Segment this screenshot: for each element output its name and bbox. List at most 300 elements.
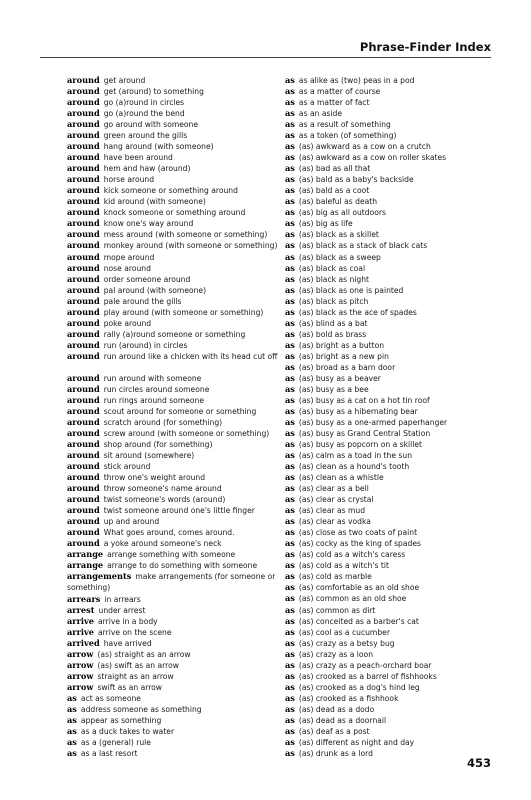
index-entry bbox=[285, 737, 515, 748]
entry-phrase: kick someone or something around bbox=[103, 186, 238, 196]
entry-phrase: (as) awkward as a cow on a crutch bbox=[298, 142, 431, 152]
index-entry bbox=[67, 130, 297, 141]
index-entry bbox=[285, 152, 515, 163]
entry-keyword: around bbox=[67, 130, 100, 141]
entry-phrase: as a matter of fact bbox=[298, 98, 370, 108]
index-entry bbox=[67, 671, 297, 682]
entry-keyword: as bbox=[285, 108, 295, 119]
entry-keyword: as bbox=[285, 571, 295, 582]
index-entry bbox=[285, 660, 515, 671]
entry-keyword: arrive bbox=[67, 615, 95, 626]
index-entry bbox=[285, 649, 515, 660]
entry-keyword: around bbox=[67, 538, 100, 549]
entry-keyword: around bbox=[67, 86, 100, 97]
entry-phrase: scout around for someone or something bbox=[103, 406, 257, 416]
index-entry bbox=[285, 494, 515, 505]
entry-phrase: (as) straight as an arrow bbox=[97, 649, 191, 659]
entry-phrase: as a matter of course bbox=[298, 87, 381, 97]
index-entry bbox=[285, 593, 515, 604]
index-entry bbox=[285, 185, 515, 196]
index-entry bbox=[285, 704, 515, 715]
index-entry bbox=[67, 450, 297, 461]
index-entry bbox=[67, 527, 297, 538]
entry-keyword: as bbox=[285, 450, 295, 461]
entry-keyword: around bbox=[67, 75, 100, 85]
index-entry bbox=[67, 693, 297, 704]
index-entry bbox=[67, 174, 297, 185]
entry-phrase: run circles around someone bbox=[103, 384, 210, 394]
entry-keyword: as bbox=[285, 615, 295, 626]
index-entry bbox=[285, 252, 515, 263]
entry-phrase: throw one's weight around bbox=[103, 473, 206, 483]
entry-phrase: get around bbox=[103, 76, 146, 85]
entry-phrase: monkey around (with someone or something) bbox=[103, 241, 278, 251]
index-entry bbox=[67, 516, 297, 527]
index-entry bbox=[67, 538, 297, 549]
index-entry bbox=[285, 373, 515, 384]
index-entry bbox=[67, 86, 297, 97]
entry-phrase: have arrived bbox=[103, 638, 152, 648]
entry-phrase: (as) black as a stack of black cats bbox=[298, 241, 428, 251]
index-entry bbox=[67, 638, 297, 649]
entry-phrase: (as) crazy as a peach-orchard boar bbox=[298, 660, 432, 670]
entry-phrase: stick around bbox=[103, 462, 151, 472]
entry-keyword: around bbox=[67, 439, 100, 450]
entry-phrase: (as) black as a skillet bbox=[298, 230, 379, 240]
entry-keyword: around bbox=[67, 240, 100, 251]
index-entry bbox=[285, 439, 515, 450]
entry-phrase: in arrears bbox=[104, 594, 141, 604]
entry-keyword: as bbox=[285, 163, 295, 174]
entry-phrase: up and around bbox=[103, 517, 160, 527]
entry-phrase: go (a)round the bend bbox=[103, 109, 185, 119]
index-entry bbox=[285, 130, 515, 141]
index-entry bbox=[285, 196, 515, 207]
entry-phrase: appear as something bbox=[80, 715, 162, 725]
entry-phrase: (as) crazy as a betsy bug bbox=[298, 638, 395, 648]
entry-keyword: as bbox=[285, 527, 295, 538]
entry-keyword: around bbox=[67, 350, 100, 361]
entry-phrase: (as) busy as a bee bbox=[298, 384, 369, 394]
index-entry bbox=[67, 549, 297, 560]
index-entry bbox=[67, 229, 297, 240]
entry-keyword: around bbox=[67, 163, 100, 174]
index-entry bbox=[67, 119, 297, 130]
entry-keyword: around bbox=[67, 472, 100, 483]
index-entry bbox=[67, 97, 297, 108]
entry-phrase: (as) black as one is painted bbox=[298, 285, 404, 295]
entry-keyword: as bbox=[285, 538, 295, 549]
index-entry bbox=[67, 296, 297, 307]
entry-keyword: as bbox=[67, 714, 77, 725]
index-entry bbox=[285, 571, 515, 582]
index-entry bbox=[285, 527, 515, 538]
entry-phrase: as alike as (two) peas in a pod bbox=[298, 76, 415, 85]
entry-keyword: around bbox=[67, 108, 100, 119]
entry-phrase: (as) different as night and day bbox=[298, 737, 415, 747]
entry-phrase: (as) bald as a baby's backside bbox=[298, 175, 414, 185]
entry-keyword: around bbox=[67, 494, 100, 505]
entry-phrase: act as someone bbox=[80, 693, 141, 703]
entry-phrase: mope around bbox=[103, 252, 155, 262]
entry-phrase: (as) crooked as a fishhook bbox=[298, 693, 399, 703]
entry-keyword: as bbox=[285, 626, 295, 637]
index-entry bbox=[285, 693, 515, 704]
entry-keyword: as bbox=[285, 648, 295, 659]
entry-phrase: run (around) in circles bbox=[103, 340, 188, 350]
index-entry bbox=[285, 263, 515, 274]
entry-keyword: as bbox=[285, 350, 295, 361]
entry-phrase: arrive on the scene bbox=[98, 627, 172, 637]
index-entry bbox=[67, 395, 297, 406]
entry-keyword: as bbox=[285, 505, 295, 516]
entry-phrase: (as) common as dirt bbox=[298, 605, 376, 615]
index-entry bbox=[285, 538, 515, 549]
index-entry bbox=[67, 152, 297, 163]
index-entry bbox=[285, 285, 515, 296]
entry-phrase: as a duck takes to water bbox=[80, 726, 175, 736]
index-entry bbox=[285, 274, 515, 285]
entry-keyword: around bbox=[67, 461, 100, 472]
index-entry bbox=[285, 240, 515, 251]
entry-keyword: as bbox=[67, 703, 77, 714]
index-entry bbox=[67, 649, 297, 660]
entry-keyword: as bbox=[285, 659, 295, 670]
index-entry bbox=[67, 108, 297, 119]
entry-keyword: around bbox=[67, 218, 100, 229]
index-entry bbox=[67, 141, 297, 152]
entry-phrase: (as) dead as a dodo bbox=[298, 704, 375, 714]
entry-phrase: (as) bold as brass bbox=[298, 329, 367, 339]
entry-phrase: hang around (with someone) bbox=[103, 142, 214, 152]
index-entry bbox=[67, 560, 297, 571]
index-entry bbox=[67, 472, 297, 483]
entry-keyword: as bbox=[285, 295, 295, 306]
entry-keyword: around bbox=[67, 152, 100, 163]
entry-phrase: (as) common as an old shoe bbox=[298, 594, 407, 604]
entry-keyword: arrow bbox=[67, 670, 94, 681]
index-entry bbox=[67, 218, 297, 229]
index-entry bbox=[285, 627, 515, 638]
entry-phrase: (as) cold as a witch's tit bbox=[298, 561, 389, 571]
index-column-right bbox=[285, 75, 515, 759]
entry-phrase: order someone around bbox=[103, 274, 191, 284]
entry-phrase: (as) drunk as a lord bbox=[298, 748, 373, 758]
entry-phrase: run around like a chicken with its head cut off bbox=[103, 351, 278, 361]
entry-phrase: poke around bbox=[103, 318, 152, 328]
entry-keyword: as bbox=[285, 405, 295, 416]
entry-keyword: around bbox=[67, 273, 100, 284]
index-entry bbox=[285, 340, 515, 351]
index-entry bbox=[285, 351, 515, 362]
entry-keyword: around bbox=[67, 196, 100, 207]
entry-keyword: as bbox=[285, 273, 295, 284]
entry-phrase: (as) baleful as death bbox=[298, 197, 378, 207]
index-entry bbox=[67, 660, 297, 671]
entry-keyword: around bbox=[67, 317, 100, 328]
entry-keyword: as bbox=[285, 185, 295, 196]
entry-phrase: (as) clear as crystal bbox=[298, 495, 374, 505]
index-entry bbox=[285, 218, 515, 229]
index-entry bbox=[67, 240, 297, 251]
entry-keyword: around bbox=[67, 262, 100, 273]
entry-phrase: (as) deaf as a post bbox=[298, 726, 370, 736]
entry-phrase: (as) calm as a toad in the sun bbox=[298, 451, 413, 461]
entry-keyword: arrange bbox=[67, 560, 104, 571]
entry-phrase: (as) big as all outdoors bbox=[298, 208, 386, 218]
entry-phrase: shop around (for something) bbox=[103, 440, 213, 450]
entry-keyword: as bbox=[285, 361, 295, 372]
entry-keyword: around bbox=[67, 339, 100, 350]
entry-keyword: arrangements bbox=[67, 571, 132, 582]
entry-keyword: as bbox=[67, 725, 77, 736]
entry-phrase: have been around bbox=[103, 153, 173, 163]
index-entry bbox=[285, 395, 515, 406]
index-entry bbox=[67, 737, 297, 748]
entry-keyword: as bbox=[285, 97, 295, 108]
index-entry bbox=[285, 428, 515, 439]
index-entry bbox=[285, 86, 515, 97]
entry-phrase: go (a)round in circles bbox=[103, 98, 185, 108]
index-entry bbox=[285, 671, 515, 682]
index-entry bbox=[285, 549, 515, 560]
entry-keyword: as bbox=[285, 416, 295, 427]
entry-keyword: as bbox=[285, 328, 295, 339]
entry-keyword: around bbox=[67, 295, 100, 306]
index-entry bbox=[285, 726, 515, 737]
entry-phrase: twist someone around one's little finger bbox=[103, 506, 255, 516]
entry-phrase: (as) cocky as the king of spades bbox=[298, 539, 421, 549]
entry-keyword: as bbox=[285, 262, 295, 273]
entry-phrase: run around with someone bbox=[103, 373, 202, 383]
entry-phrase: (as) swift as an arrow bbox=[97, 660, 179, 670]
entry-phrase: arrive in a body bbox=[98, 616, 158, 626]
entry-keyword: arrow bbox=[67, 681, 94, 692]
entry-phrase: (as) big as life bbox=[298, 219, 353, 229]
index-entry bbox=[67, 748, 297, 759]
entry-keyword: around bbox=[67, 383, 100, 394]
entry-keyword: as bbox=[285, 714, 295, 725]
entry-keyword: as bbox=[285, 306, 295, 317]
index-entry bbox=[285, 582, 515, 593]
entry-keyword: around bbox=[67, 450, 100, 461]
entry-keyword: as bbox=[285, 736, 295, 747]
entry-keyword: as bbox=[285, 439, 295, 450]
index-entry bbox=[67, 274, 297, 285]
entry-phrase: go around with someone bbox=[103, 120, 199, 130]
entry-keyword: arrow bbox=[67, 659, 94, 670]
entry-phrase: know one's way around bbox=[103, 219, 194, 229]
entry-keyword: as bbox=[67, 736, 77, 747]
index-entry bbox=[67, 373, 297, 384]
entry-keyword: as bbox=[285, 394, 295, 405]
entry-keyword: as bbox=[285, 174, 295, 185]
entry-phrase: straight as an arrow bbox=[97, 671, 174, 681]
entry-keyword: as bbox=[285, 681, 295, 692]
entry-keyword: around bbox=[67, 527, 100, 538]
entry-keyword: around bbox=[67, 141, 100, 152]
entry-keyword: as bbox=[285, 240, 295, 251]
entry-phrase: hem and haw (around) bbox=[103, 164, 191, 174]
entry-phrase: (as) black as the ace of spades bbox=[298, 307, 417, 317]
index-entry bbox=[285, 605, 515, 616]
index-entry bbox=[67, 627, 297, 638]
entry-keyword: arrears bbox=[67, 593, 101, 604]
entry-phrase: (as) conceited as a barber's cat bbox=[298, 616, 419, 626]
entry-phrase: as a token (of something) bbox=[298, 131, 397, 141]
index-entry bbox=[285, 450, 515, 461]
index-entry bbox=[67, 682, 297, 693]
entry-keyword: as bbox=[285, 383, 295, 394]
entry-keyword: around bbox=[67, 505, 100, 516]
entry-keyword: around bbox=[67, 284, 100, 295]
index-entry bbox=[285, 229, 515, 240]
entry-phrase: (as) crazy as a loon bbox=[298, 649, 374, 659]
entry-phrase: (as) cold as a witch's caress bbox=[298, 550, 406, 560]
entry-phrase: (as) black as night bbox=[298, 274, 369, 284]
entry-phrase: (as) blind as a bat bbox=[298, 318, 368, 328]
entry-keyword: as bbox=[285, 747, 295, 758]
entry-keyword: as bbox=[285, 339, 295, 350]
entry-keyword: around bbox=[67, 119, 100, 130]
index-entry bbox=[285, 207, 515, 218]
entry-keyword: around bbox=[67, 207, 100, 218]
entry-keyword: as bbox=[285, 604, 295, 615]
index-entry bbox=[67, 483, 297, 494]
entry-keyword: arrive bbox=[67, 626, 95, 637]
entry-keyword: as bbox=[285, 229, 295, 240]
index-entry bbox=[67, 263, 297, 274]
entry-phrase: (as) bald as a coot bbox=[298, 186, 370, 196]
index-entry bbox=[285, 307, 515, 318]
entry-keyword: as bbox=[285, 637, 295, 648]
entry-keyword: as bbox=[285, 86, 295, 97]
entry-keyword: as bbox=[285, 428, 295, 438]
index-entry bbox=[285, 483, 515, 494]
entry-keyword: as bbox=[285, 207, 295, 218]
entry-phrase: (as) bad as all that bbox=[298, 164, 371, 174]
entry-keyword: as bbox=[285, 119, 295, 130]
index-entry bbox=[285, 560, 515, 571]
entry-keyword: around bbox=[67, 328, 100, 339]
entry-keyword: as bbox=[285, 670, 295, 681]
entry-phrase: green around the gills bbox=[103, 131, 188, 141]
entry-phrase: a yoke around someone's neck bbox=[103, 539, 222, 549]
entry-keyword: around bbox=[67, 405, 100, 416]
entry-keyword: as bbox=[285, 251, 295, 262]
entry-phrase: (as) busy as a cat on a hot tin roof bbox=[298, 395, 430, 405]
index-entry bbox=[67, 715, 297, 726]
entry-keyword: as bbox=[285, 725, 295, 736]
entry-phrase: as a result of something bbox=[298, 120, 391, 130]
entry-keyword: as bbox=[285, 218, 295, 229]
entry-phrase: (as) clear as vodka bbox=[298, 517, 371, 527]
entry-phrase: (as) clear as a bell bbox=[298, 484, 369, 494]
entry-phrase: scratch around (for something) bbox=[103, 417, 223, 427]
entry-phrase: make arrangements (for someone or something) bbox=[67, 572, 276, 593]
page-number: 453 bbox=[466, 756, 491, 770]
entry-phrase: (as) crooked as a dog's hind leg bbox=[298, 682, 420, 692]
entry-keyword: as bbox=[285, 461, 295, 472]
entry-phrase: get (around) to something bbox=[103, 87, 204, 97]
entry-phrase: (as) cold as marble bbox=[298, 572, 372, 582]
index-entry bbox=[285, 461, 515, 472]
entry-phrase: play around (with someone or something) bbox=[103, 307, 264, 317]
index-entry bbox=[67, 704, 297, 715]
entry-keyword: around bbox=[67, 416, 100, 427]
entry-keyword: as bbox=[285, 560, 295, 571]
index-entry bbox=[285, 362, 515, 373]
entry-phrase: (as) busy as a one-armed paperhanger bbox=[298, 417, 448, 427]
index-entry bbox=[67, 616, 297, 627]
index-entry bbox=[67, 307, 297, 318]
entry-phrase: (as) busy as Grand Central Station bbox=[298, 429, 431, 438]
entry-keyword: as bbox=[285, 582, 295, 593]
entry-keyword: around bbox=[67, 251, 100, 262]
entry-keyword: arrived bbox=[67, 637, 100, 648]
entry-phrase: mess around (with someone or something) bbox=[103, 230, 268, 240]
index-entry bbox=[285, 329, 515, 340]
entry-keyword: as bbox=[285, 516, 295, 527]
entry-phrase: What goes around, comes around. bbox=[103, 528, 235, 538]
index-entry bbox=[285, 174, 515, 185]
entry-keyword: as bbox=[285, 317, 295, 328]
index-entry bbox=[285, 682, 515, 693]
entry-keyword: around bbox=[67, 372, 100, 383]
index-entry bbox=[67, 428, 297, 439]
entry-phrase: (as) clear as mud bbox=[298, 506, 366, 516]
entry-phrase: (as) bright as a button bbox=[298, 340, 385, 350]
index-entry bbox=[285, 638, 515, 649]
index-entry bbox=[67, 417, 297, 428]
running-header-title: Phrase-Finder Index bbox=[359, 40, 491, 54]
entry-phrase: (as) crooked as a barrel of fishhooks bbox=[298, 671, 437, 681]
entry-phrase: as a (general) rule bbox=[80, 737, 151, 747]
entry-keyword: around bbox=[67, 516, 100, 527]
entry-phrase: (as) close as two coats of paint bbox=[298, 528, 418, 538]
entry-keyword: as bbox=[285, 549, 295, 560]
entry-phrase: horse around bbox=[103, 175, 155, 185]
index-entry bbox=[67, 605, 297, 616]
entry-keyword: as bbox=[285, 703, 295, 714]
entry-phrase: screw around (with someone or something) bbox=[103, 429, 270, 439]
index-entry bbox=[67, 75, 297, 86]
entry-phrase: (as) busy as a beaver bbox=[298, 373, 381, 383]
entry-keyword: as bbox=[285, 196, 295, 207]
entry-phrase: as an aside bbox=[298, 109, 343, 119]
entry-phrase: pal around (with someone) bbox=[103, 285, 207, 295]
entry-keyword: as bbox=[285, 372, 295, 383]
index-entry bbox=[285, 406, 515, 417]
entry-keyword: arrest bbox=[67, 604, 95, 615]
entry-phrase: throw someone's name around bbox=[103, 484, 222, 494]
index-entry bbox=[285, 108, 515, 119]
index-entry bbox=[67, 318, 297, 329]
header-rule bbox=[40, 57, 491, 58]
index-entry bbox=[285, 141, 515, 152]
entry-phrase: address someone as something bbox=[80, 704, 202, 714]
entry-phrase: (as) clean as a whistle bbox=[298, 473, 384, 483]
entry-phrase: (as) broad as a barn door bbox=[298, 362, 396, 372]
index-entry bbox=[67, 163, 297, 174]
entry-phrase: arrange something with someone bbox=[107, 550, 236, 560]
entry-keyword: as bbox=[285, 494, 295, 505]
index-entry bbox=[67, 329, 297, 340]
index-entry bbox=[67, 252, 297, 263]
entry-keyword: as bbox=[285, 130, 295, 141]
entry-phrase: (as) busy as popcorn on a skillet bbox=[298, 440, 422, 450]
entry-phrase: (as) awkward as a cow on roller skates bbox=[298, 153, 447, 163]
